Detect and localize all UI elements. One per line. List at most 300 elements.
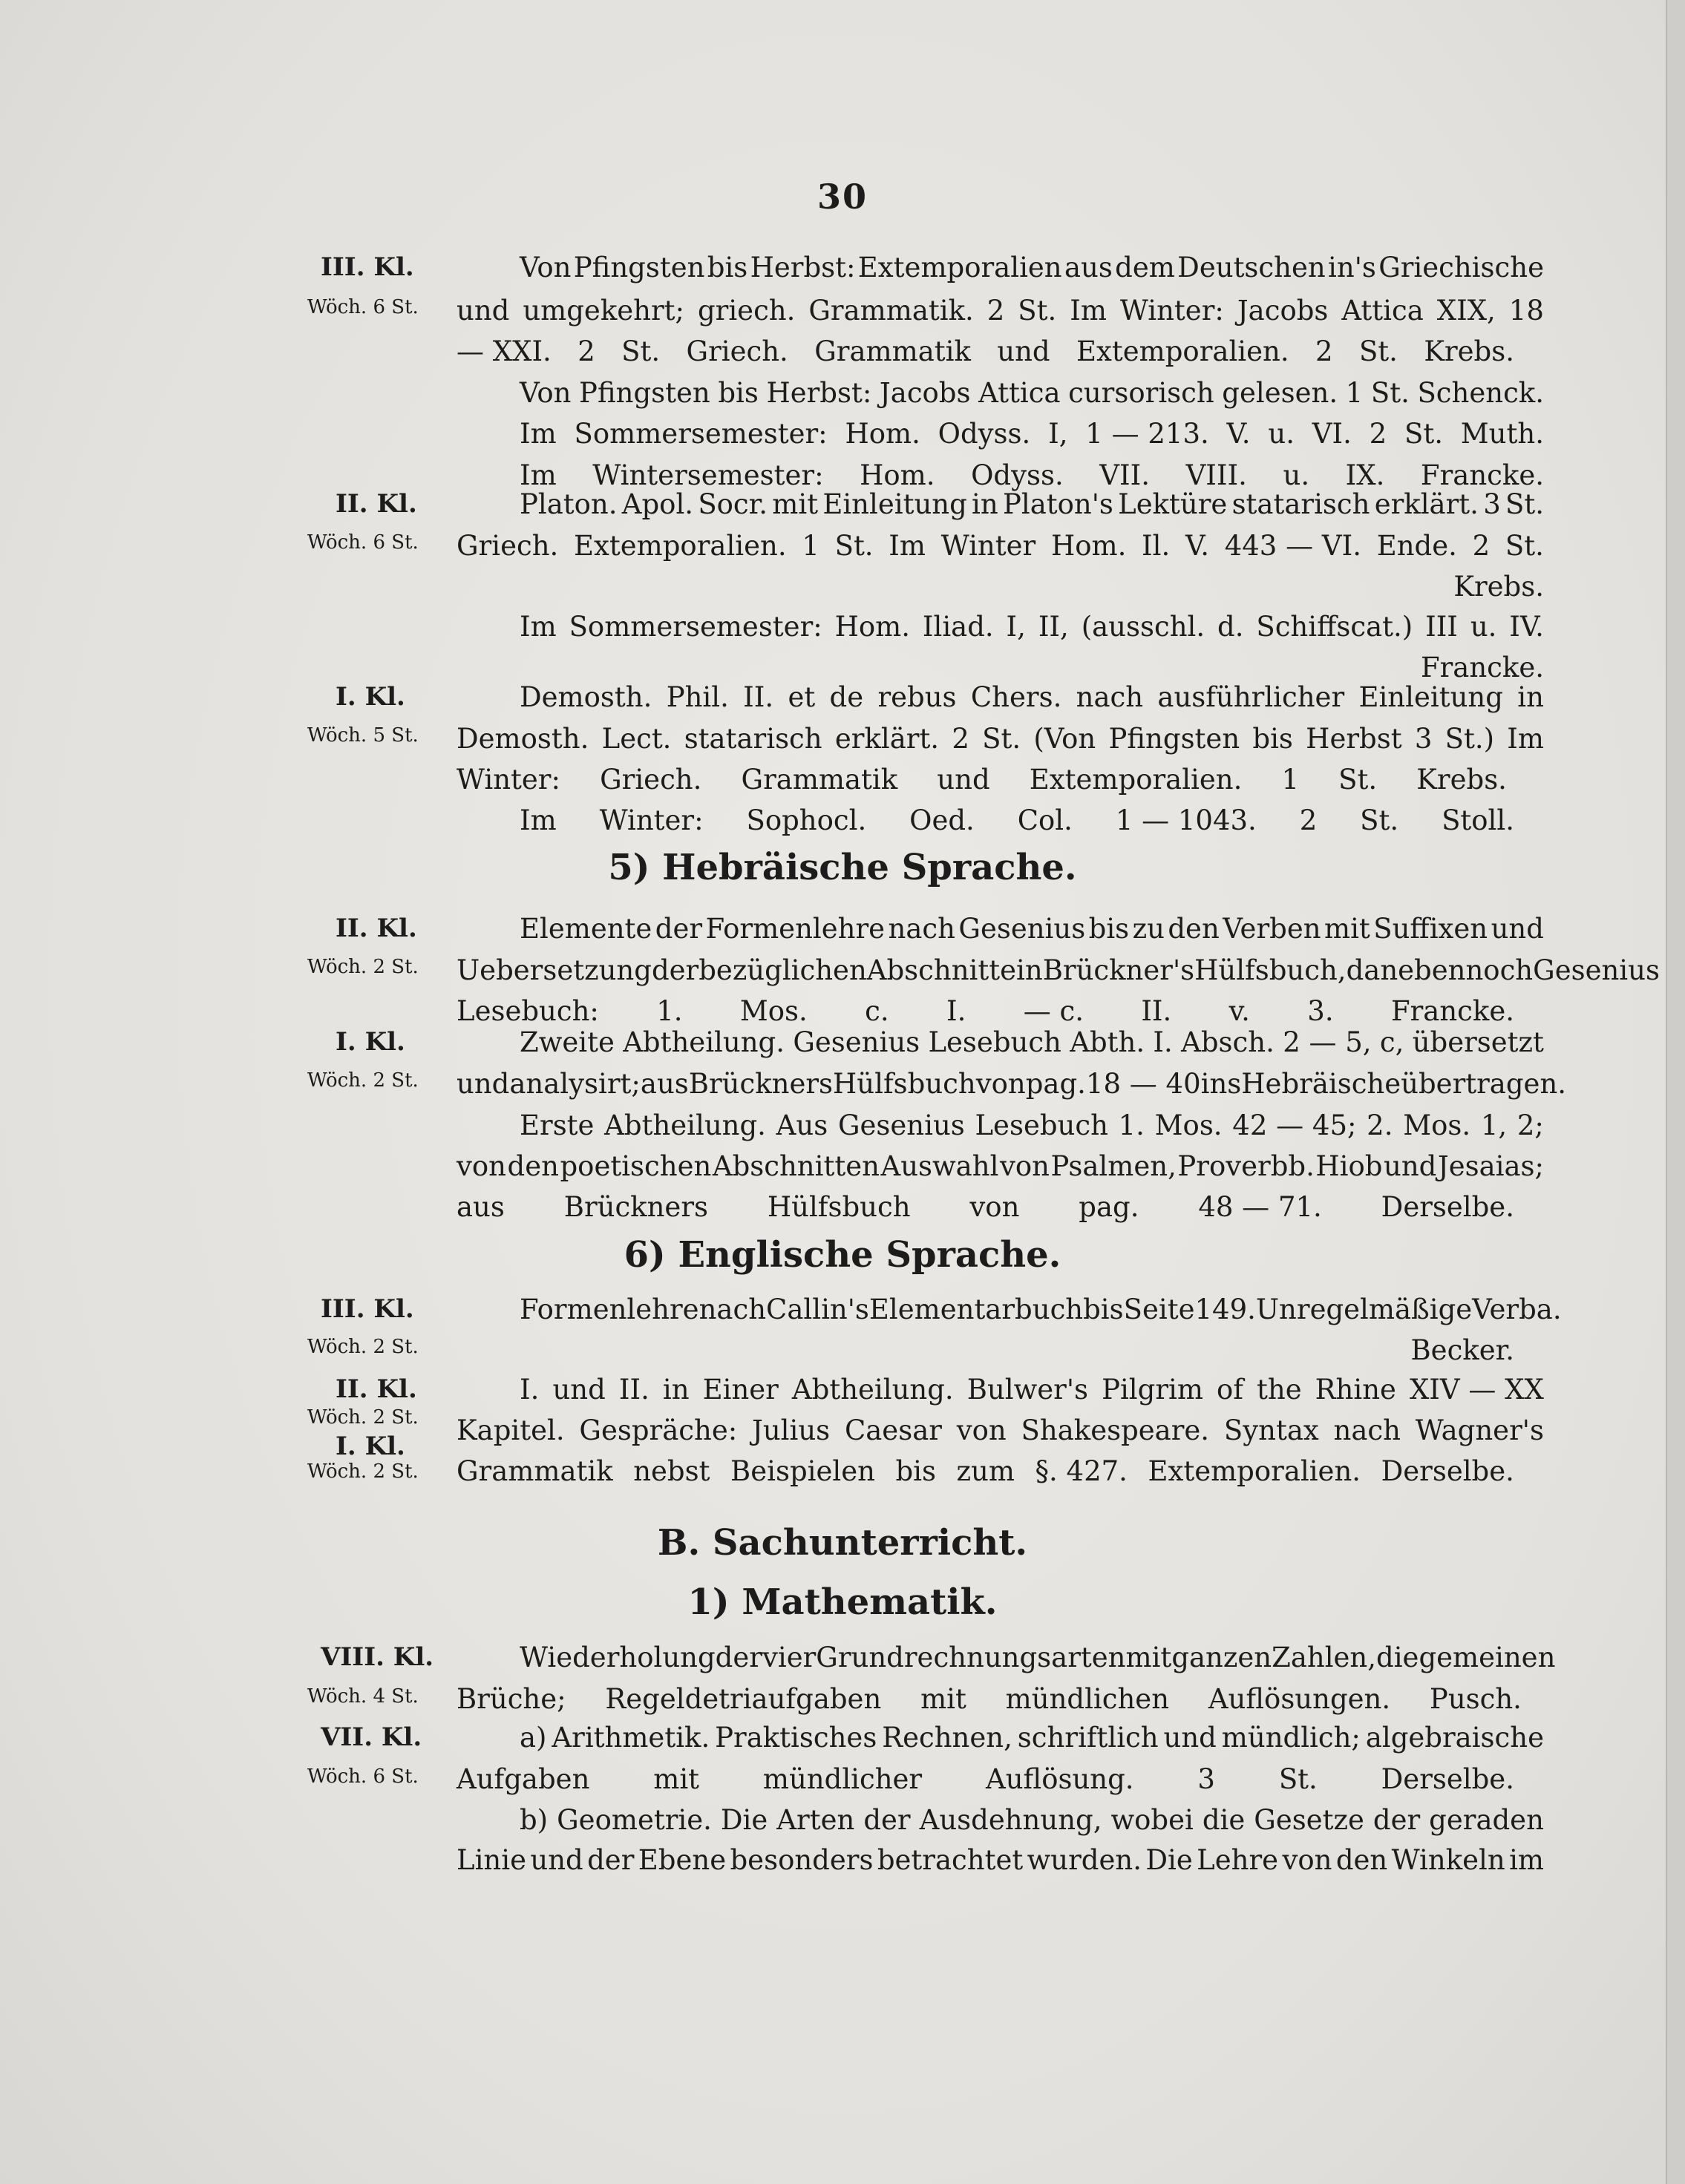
word: c. (865, 994, 889, 1027)
word: Verba. (1472, 1293, 1562, 1325)
word: St. (621, 335, 661, 367)
word: Jacobs (1237, 294, 1329, 327)
word: 1 (1345, 376, 1364, 409)
word: et (788, 681, 816, 713)
word: Ende. (1376, 529, 1457, 562)
word: Extemporalien. (1076, 335, 1289, 367)
weekly-hours: Wöch. 6 St. (307, 296, 419, 318)
word: 3. (1307, 994, 1334, 1027)
word: in (1517, 681, 1544, 713)
word: Winter: (599, 804, 704, 836)
word: St.) (1444, 722, 1495, 755)
word: Uebersetzung (457, 954, 652, 986)
word: II, (1038, 610, 1069, 643)
word: IV. (1509, 610, 1544, 643)
word: Phil. (666, 681, 729, 713)
word: nach (888, 912, 955, 945)
class-label: III. Kl. (321, 1294, 414, 1324)
word: 1 — 1043. (1115, 804, 1257, 836)
word: de (829, 681, 864, 713)
word: Hom. (845, 417, 920, 450)
word: Derselbe. (1381, 1190, 1514, 1223)
word: pag. (1025, 1067, 1086, 1100)
word: Ausdehnung, (919, 1803, 1102, 1836)
word: Pfingsten (579, 376, 710, 409)
word: 2 (578, 335, 595, 367)
word: 2 (1472, 529, 1491, 562)
word: Auflösungen. (1208, 1682, 1391, 1715)
text-line (520, 371, 1544, 414)
word: mündlich; (1221, 1721, 1361, 1754)
word: 1, (1480, 1109, 1508, 1141)
word: Abtheilung. (791, 1373, 954, 1406)
word: erklärt. (1374, 488, 1479, 520)
text-line (520, 1104, 1544, 1147)
word: St. (1505, 488, 1544, 520)
text-line (457, 948, 1660, 991)
word: Gesenius (958, 912, 1086, 945)
word: Brückners (563, 1190, 708, 1223)
word: I, (1006, 610, 1026, 643)
word: 42 — 45; (1232, 1109, 1357, 1141)
word: und (457, 294, 510, 327)
word: Winter: (1119, 294, 1224, 327)
class-label: VII. Kl. (321, 1722, 422, 1752)
word: Wintersemester: (592, 459, 824, 491)
word: Hom. (1050, 529, 1127, 562)
word: 2. (1367, 1109, 1393, 1141)
word: und (457, 1067, 510, 1100)
word: mit (772, 488, 819, 520)
word: der (587, 1843, 635, 1876)
word: St. (1360, 804, 1399, 836)
word: 3 (1414, 722, 1433, 755)
class-label: II. Kl. (336, 914, 417, 943)
word: und (1163, 1721, 1217, 1754)
word: Erste (520, 1109, 595, 1141)
word: Derselbe. (1381, 1455, 1514, 1487)
word: Kapitel. (457, 1414, 565, 1446)
text-line (520, 1636, 1556, 1679)
word: Lect. (601, 722, 672, 755)
class-label: I. Kl. (336, 1432, 405, 1461)
word: Seite (1123, 1293, 1195, 1325)
word: Stoll. (1442, 804, 1514, 836)
text-line (457, 1328, 1514, 1371)
word: Abtheilung. (623, 1026, 785, 1058)
word: 2 (952, 722, 969, 755)
word: besonders (730, 1843, 874, 1876)
word: Regeldetriaufgaben (605, 1682, 882, 1715)
word: 2 (987, 294, 1005, 327)
word: Absch. (1181, 1026, 1275, 1058)
word: Socr. (698, 488, 768, 520)
word: ins (1200, 1067, 1242, 1100)
word: der (651, 954, 699, 986)
word: Auswahl (880, 1150, 999, 1182)
word: (ausschl. (1081, 610, 1205, 643)
word: VI. (1312, 417, 1352, 450)
word: bis (1083, 1293, 1124, 1325)
word: Odyss. (938, 417, 1031, 450)
word: Jacobs (879, 376, 971, 409)
weekly-hours: Wöch. 2 St. (307, 1406, 419, 1429)
word: Linie (457, 1843, 526, 1876)
word: II. (1141, 994, 1172, 1027)
word: 443 — VI. (1224, 529, 1361, 562)
word: Grammatik (814, 335, 971, 367)
word: aus (457, 1190, 505, 1223)
text-line (457, 1449, 1514, 1492)
word: 1. (1118, 1109, 1145, 1141)
word: Gesenius (837, 1109, 965, 1141)
section-heading: 6) Englische Sprache. (624, 1234, 1061, 1276)
word: Hom. (834, 610, 910, 643)
word: Schenck. (1417, 376, 1544, 409)
word: im (1509, 1843, 1544, 1876)
word: Ebene (638, 1843, 727, 1876)
word: St. (834, 529, 874, 562)
word: Griech. (686, 335, 788, 367)
word: bis (1252, 722, 1293, 755)
word: Winkeln (1391, 1843, 1505, 1876)
word: 2; (1516, 1109, 1544, 1141)
word: Demosth. (520, 681, 652, 713)
word: Schiffscat.) (1256, 610, 1413, 643)
section-heading: B. Sachunterricht. (657, 1522, 1028, 1564)
word: d. (1217, 610, 1244, 643)
word: Syntax (1223, 1414, 1319, 1446)
word: statarisch (684, 722, 822, 755)
text-line (457, 329, 1514, 373)
word: Grammatik (741, 763, 898, 796)
word: Im (1070, 294, 1107, 327)
word: Hom. (860, 459, 935, 491)
word: Mos. (1403, 1109, 1471, 1141)
word: Pusch. (1429, 1682, 1522, 1715)
word: betrachtet (877, 1843, 1024, 1876)
text-line (457, 524, 1544, 567)
word: geraden (1429, 1803, 1544, 1836)
word: Extemporalien. (1029, 763, 1243, 796)
text-line (520, 1020, 1544, 1063)
word: Beispielen (730, 1455, 875, 1487)
word: — c. (1023, 994, 1084, 1027)
text-line (457, 1838, 1544, 1881)
word: und (997, 335, 1050, 367)
word: Attica (1341, 294, 1424, 327)
word: Die (720, 1803, 768, 1836)
word: Im (520, 459, 557, 491)
word: Herbst: (750, 251, 856, 283)
page-edge (1666, 0, 1685, 2184)
word: ausführlicher (1157, 681, 1345, 713)
word: XIV — XX (1409, 1373, 1544, 1406)
word: pag. (1079, 1190, 1139, 1223)
weekly-hours: Wöch. 6 St. (307, 1765, 419, 1788)
word: und (1383, 1150, 1437, 1182)
word: nach (1076, 681, 1144, 713)
word: IX. (1345, 459, 1385, 491)
class-label: II. Kl. (336, 489, 417, 519)
text-line (457, 1409, 1544, 1452)
word: Psalmen, (1050, 1150, 1177, 1182)
text-line (457, 1757, 1514, 1800)
word: 3 (1483, 488, 1501, 520)
word: Grammatik. (808, 294, 974, 327)
word: Unregelmäßige (1255, 1293, 1473, 1325)
word: XIX, (1436, 294, 1496, 327)
word: Von (520, 251, 572, 283)
word: St. (1278, 1762, 1318, 1795)
word: 18 (1508, 294, 1544, 327)
word: den (1168, 912, 1220, 945)
word: Mos. (739, 994, 808, 1027)
word: gemeinen (1419, 1641, 1556, 1673)
word: V. (1185, 529, 1209, 562)
word: Zahlen, (1272, 1641, 1377, 1673)
text-line (520, 482, 1544, 525)
word: 1 — 213. (1085, 417, 1209, 450)
word: Bulwer's (966, 1373, 1089, 1406)
word: Elementarbuch (868, 1293, 1084, 1325)
word: Caesar (844, 1414, 942, 1446)
word: Pilgrim (1102, 1373, 1203, 1406)
word: statarisch (1231, 488, 1370, 520)
word: und (1491, 912, 1544, 945)
word: Grammatik (457, 1455, 613, 1487)
word: vier (762, 1641, 817, 1673)
word: 2 (1315, 335, 1333, 367)
word: dem (1115, 251, 1175, 283)
word: Extemporalien. (1148, 1455, 1361, 1487)
word: gelesen. (1222, 376, 1338, 409)
word: Aufgaben (457, 1762, 590, 1795)
text-line (457, 758, 1507, 801)
word: bis (895, 1455, 936, 1487)
word: den (1335, 1843, 1388, 1876)
section-heading: 5) Hebräische Sprache. (608, 847, 1077, 888)
word: und (937, 763, 990, 796)
text-line (457, 1144, 1544, 1187)
word: die (1376, 1641, 1419, 1673)
word: in's (1328, 251, 1376, 283)
word: of (1216, 1373, 1243, 1406)
word: St. (1370, 376, 1410, 409)
word: I. (1153, 1026, 1173, 1058)
word: Herbst (1306, 722, 1402, 755)
class-label: II. Kl. (336, 1374, 417, 1404)
word: Muth. (1460, 417, 1544, 450)
word: 3 (1197, 1762, 1215, 1795)
word: der (715, 1641, 762, 1673)
word: II. (743, 681, 774, 713)
word: 48 — 71. (1198, 1190, 1322, 1223)
word: Rhine (1315, 1373, 1396, 1406)
word: analysirt; (509, 1067, 641, 1100)
word: Jesaias; (1437, 1150, 1544, 1182)
word: Sophocl. (746, 804, 867, 836)
word: Shakespeare. (1021, 1414, 1210, 1446)
word: Formenlehre (520, 1293, 699, 1325)
word: St. (1338, 763, 1378, 796)
word: 1 (1281, 763, 1300, 796)
word: v. (1228, 994, 1250, 1027)
word: Arithmetik. (552, 1721, 710, 1754)
word: Pfingsten (573, 251, 705, 283)
word: mit (1125, 1641, 1172, 1673)
text-line (520, 675, 1544, 718)
word: Francke. (1390, 994, 1514, 1027)
word: Einleitung (822, 488, 967, 520)
word: von (969, 1190, 1020, 1223)
weekly-hours: Wöch. 5 St. (307, 724, 419, 747)
word: St. (1358, 335, 1398, 367)
word: Einleitung (1358, 681, 1503, 713)
class-label: I. Kl. (336, 1027, 405, 1057)
text-line (520, 1368, 1544, 1411)
word: von (1282, 1843, 1332, 1876)
word: erklärt. (834, 722, 940, 755)
word: Iliad. (922, 610, 994, 643)
teacher-name: Becker. (1410, 1334, 1514, 1366)
word: Brückners (688, 1067, 834, 1100)
word: nach (698, 1293, 767, 1325)
word: Lesebuch (975, 1109, 1108, 1141)
text-line (520, 1716, 1544, 1759)
word: von (956, 1414, 1007, 1446)
word: Einer (702, 1373, 779, 1406)
weekly-hours: Wöch. 2 St. (307, 1336, 419, 1358)
word: Hülfsbuch (833, 1067, 976, 1100)
word: Lehre (1197, 1843, 1279, 1876)
word: die (1202, 1803, 1246, 1836)
subsection-heading: 1) Mathematik. (687, 1581, 998, 1623)
word: Lektüre (1118, 488, 1228, 520)
word: b) (520, 1803, 549, 1836)
word: Col. (1017, 804, 1073, 836)
word: in (662, 1373, 690, 1406)
word: St. (1404, 417, 1443, 450)
word: übersetzt (1412, 1026, 1544, 1058)
text-line (457, 1677, 1522, 1720)
word: wobei (1110, 1803, 1194, 1836)
word: Im (520, 610, 557, 643)
word: und (552, 1373, 606, 1406)
word: Julius (751, 1414, 831, 1446)
word: nebst (633, 1455, 710, 1487)
word: Extemporalien. (574, 529, 787, 562)
word: Hebräische (1241, 1067, 1401, 1100)
word: Winter: (457, 763, 560, 796)
weekly-hours: Wöch. 2 St. (307, 1460, 419, 1483)
word: cursorisch (1068, 376, 1214, 409)
word: schriftlich (1017, 1721, 1159, 1754)
word: Wiederholung (520, 1641, 716, 1673)
word: aus (640, 1067, 689, 1100)
word: Auflösung. (985, 1762, 1134, 1795)
word: Mos. (1154, 1109, 1223, 1141)
word: griech. (697, 294, 796, 327)
word: V. (1226, 417, 1251, 450)
word: Demosth. (457, 722, 589, 755)
word: Griech. (600, 763, 702, 796)
word: Geometrie. (557, 1803, 712, 1836)
word: in (972, 488, 998, 520)
text-line (520, 246, 1544, 289)
word: 2 (1299, 804, 1318, 836)
word: Im (520, 417, 557, 450)
word: Hiob (1315, 1150, 1383, 1182)
word: mündlichen (1005, 1682, 1170, 1715)
word: übertragen. (1401, 1067, 1567, 1100)
word: Platon's (1002, 488, 1113, 520)
word: Lesebuch: (457, 994, 599, 1027)
text-line (457, 717, 1544, 760)
word: mit (653, 1762, 700, 1795)
word: Apol. (621, 488, 694, 520)
word: bis (1088, 912, 1130, 945)
word: zum (956, 1455, 1015, 1487)
word: Arten (776, 1803, 855, 1836)
word: VII. (1099, 459, 1151, 491)
word: 149. (1194, 1293, 1256, 1325)
word: wurden. (1027, 1843, 1142, 1876)
word: u. (1283, 459, 1310, 491)
word: a) (520, 1721, 547, 1754)
word: ganzen (1171, 1641, 1272, 1673)
word: und (530, 1843, 583, 1876)
word: mit (920, 1682, 966, 1715)
word: Griech. (457, 529, 559, 562)
word: Aus (776, 1109, 828, 1141)
word: Lesebuch (928, 1026, 1061, 1058)
word: Brückner's (1042, 954, 1195, 986)
text-line (520, 907, 1544, 950)
word: II. (618, 1373, 650, 1406)
class-label: I. Kl. (336, 682, 405, 712)
word: Zweite (520, 1026, 615, 1058)
word: Hülfsbuch, (1194, 954, 1347, 986)
weekly-hours: Wöch. 4 St. (307, 1685, 419, 1708)
word: St. (1018, 294, 1057, 327)
page-number: 30 (817, 177, 868, 217)
word: Gespräche: (579, 1414, 738, 1446)
word: Attica (978, 376, 1061, 409)
word: St. (1505, 529, 1544, 562)
word: Abschnitten (712, 1150, 880, 1182)
word: Extemporalien (857, 251, 1062, 283)
word: bis (707, 251, 748, 283)
word: u. (1470, 610, 1497, 643)
text-line (457, 1185, 1514, 1228)
word: daneben (1346, 954, 1466, 986)
word: mit (1324, 912, 1370, 945)
word: zu (1132, 912, 1165, 945)
word: Elemente (520, 912, 652, 945)
text-line (312, 565, 1544, 608)
word: Proverbb. (1177, 1150, 1315, 1182)
word: der (863, 1803, 911, 1836)
teacher-name: Francke. (1420, 651, 1544, 683)
text-line (457, 1062, 1567, 1105)
word: Francke. (1420, 459, 1544, 491)
word: Sommersemester: (574, 417, 828, 450)
word: Herbst: (766, 376, 872, 409)
word: Grundrechnungsarten (816, 1641, 1126, 1673)
word: Im (1507, 722, 1544, 755)
weekly-hours: Wöch. 6 St. (307, 531, 419, 554)
